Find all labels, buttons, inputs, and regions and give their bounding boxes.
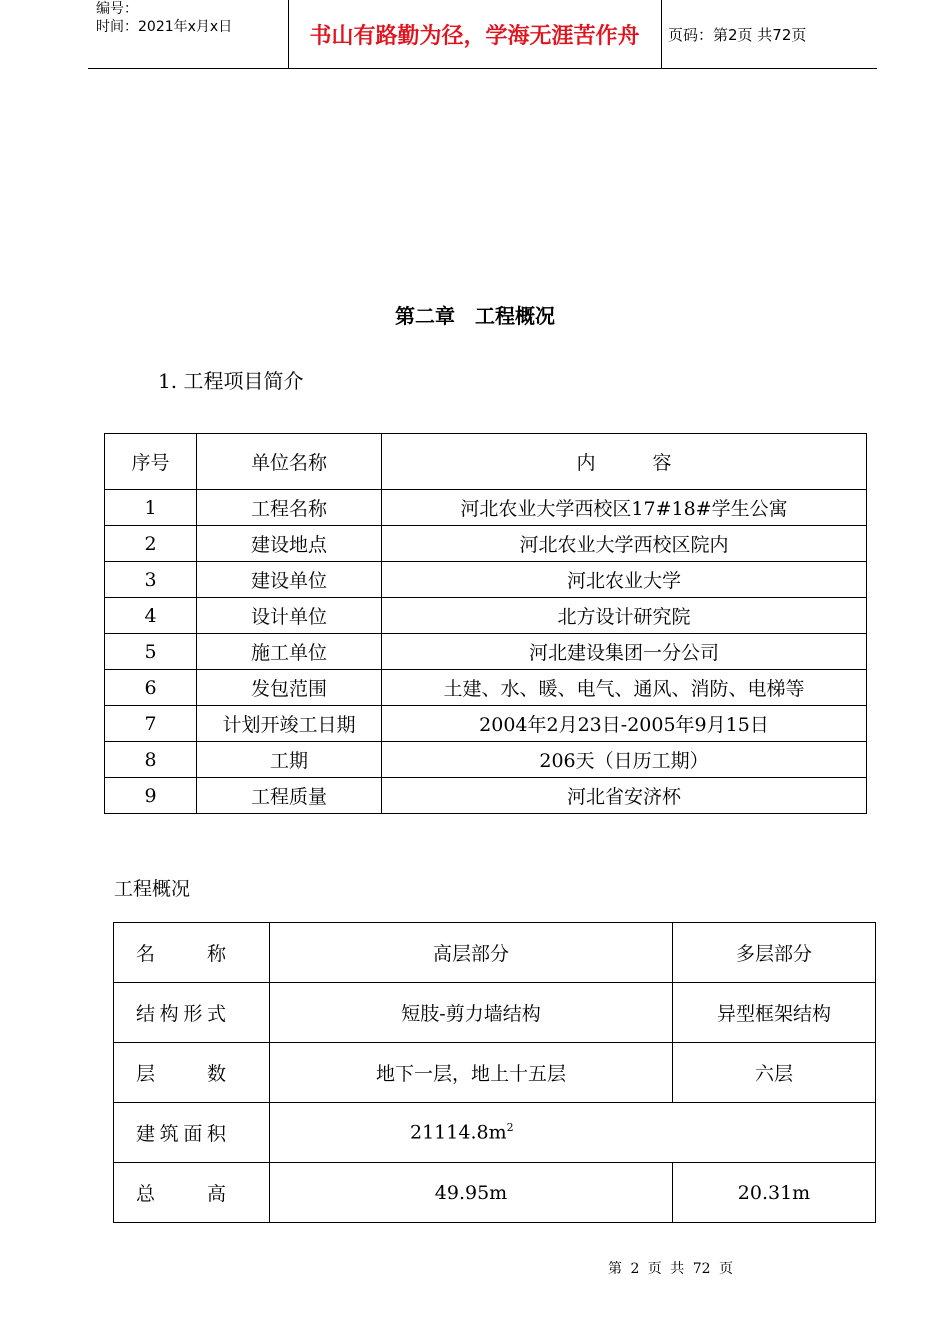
structure-high: 短肢-剪力墙结构 <box>270 983 673 1043</box>
row-content: 206天（日历工期） <box>382 742 867 778</box>
area-value-cell <box>270 1103 876 1163</box>
row-content: 2004年2月23日-2005年9月15日 <box>382 706 867 742</box>
section-title: 1. 工程项目简介 <box>158 369 304 393</box>
header-page-code: 页码：第2页 共72页 <box>668 25 807 44</box>
row-index: 8 <box>105 742 197 778</box>
table-row <box>105 706 867 742</box>
header-cell: 单位名称 <box>197 434 382 490</box>
chapter-title: 第二章 工程概况 <box>395 304 555 328</box>
row-content: 北方设计研究院 <box>382 598 867 634</box>
row-label: 建设单位 <box>197 562 382 598</box>
row-content: 河北省安济杯 <box>382 778 867 814</box>
page-header <box>88 0 877 69</box>
table-row <box>105 634 867 670</box>
row-label: 工期 <box>197 742 382 778</box>
floors-multi: 六层 <box>673 1043 876 1103</box>
table-row <box>105 526 867 562</box>
row-index: 2 <box>105 526 197 562</box>
table-row <box>114 1043 876 1103</box>
table-row <box>105 562 867 598</box>
overview-table <box>113 922 876 1223</box>
floors-label: 层 数 <box>136 1063 226 1085</box>
row-index: 4 <box>105 598 197 634</box>
number-label: 编号： <box>96 1 138 17</box>
row-content: 河北农业大学西校区17#18#学生公寓 <box>382 490 867 526</box>
row-label <box>114 1103 270 1163</box>
row-content: 河北农业大学西校区院内 <box>382 526 867 562</box>
height-high: 49.95m <box>270 1163 673 1223</box>
row-label: 设计单位 <box>197 598 382 634</box>
row-index: 9 <box>105 778 197 814</box>
row-label: 工程质量 <box>197 778 382 814</box>
row-index: 7 <box>105 706 197 742</box>
height-label: 总 高 <box>136 1183 226 1205</box>
area-unit-sup: 2 <box>506 1121 514 1135</box>
row-content: 河北农业大学 <box>382 562 867 598</box>
row-content: 土建、水、暖、电气、通风、消防、电梯等 <box>382 670 867 706</box>
multi-header: 多层部分 <box>673 923 876 983</box>
table-row <box>105 778 867 814</box>
table-row <box>105 598 867 634</box>
date-label: 时间：2021年x月x日 <box>96 19 233 35</box>
row-label: 发包范围 <box>197 670 382 706</box>
height-multi: 20.31m <box>673 1163 876 1223</box>
row-index: 5 <box>105 634 197 670</box>
row-label: 工程名称 <box>197 490 382 526</box>
floors-high: 地下一层，地上十五层 <box>270 1043 673 1103</box>
row-label <box>114 923 270 983</box>
table-row <box>114 1163 876 1223</box>
structure-label: 结构形式 <box>136 1003 226 1025</box>
table-row <box>114 1103 876 1163</box>
high-header: 高层部分 <box>270 923 673 983</box>
structure-multi: 异型框架结构 <box>673 983 876 1043</box>
area-value: 21114.8m <box>410 1121 507 1144</box>
name-header: 名 称 <box>136 943 226 965</box>
row-index: 1 <box>105 490 197 526</box>
row-index: 3 <box>105 562 197 598</box>
table-row <box>105 490 867 526</box>
header-meta <box>88 0 289 68</box>
table-row <box>114 923 876 983</box>
row-label: 建设地点 <box>197 526 382 562</box>
row-label <box>114 1043 270 1103</box>
table-row <box>114 983 876 1043</box>
overview-title: 工程概况 <box>114 878 191 900</box>
table-header-row <box>105 434 867 490</box>
area-label: 建筑面积 <box>136 1123 226 1145</box>
row-label: 计划开竣工日期 <box>197 706 382 742</box>
row-index: 6 <box>105 670 197 706</box>
page-footer: 第 2 页 共 72 页 <box>608 1261 733 1277</box>
table-row <box>105 742 867 778</box>
header-cell: 序号 <box>105 434 197 490</box>
row-label <box>114 1163 270 1223</box>
row-label <box>114 983 270 1043</box>
header-motto: 书山有路勤为径，学海无涯苦作舟 <box>288 0 662 68</box>
table-row <box>105 670 867 706</box>
project-info-table <box>104 433 867 814</box>
header-cell: 内 容 <box>382 434 867 490</box>
row-label: 施工单位 <box>197 634 382 670</box>
row-content: 河北建设集团一分公司 <box>382 634 867 670</box>
